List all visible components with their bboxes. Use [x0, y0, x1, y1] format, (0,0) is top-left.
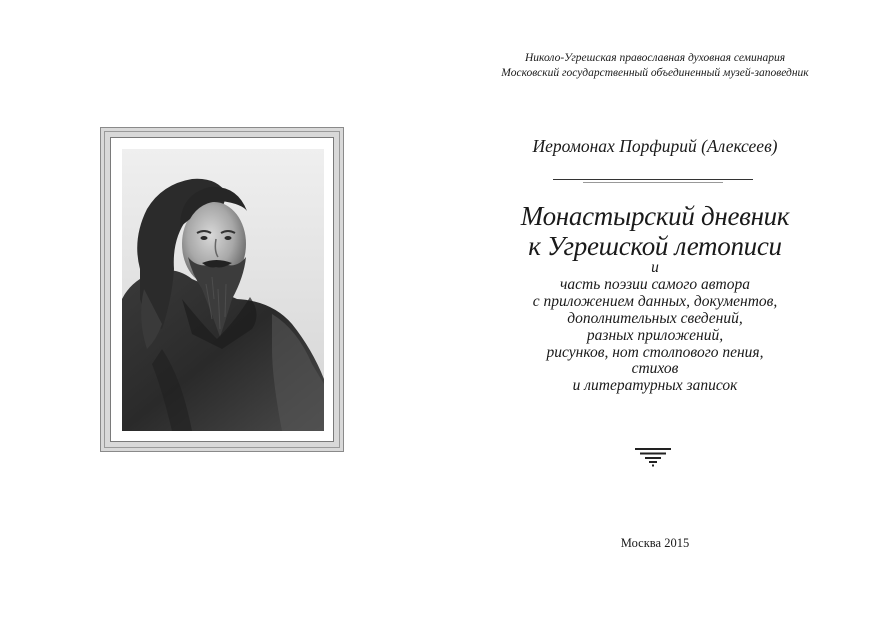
subtitle-line: рисунков, нот столпового пения,	[546, 343, 764, 361]
subtitle-line: разных приложений,	[586, 326, 724, 344]
institution-line: Николо-Угрешская православная духовная семинария	[524, 52, 786, 64]
triangle-ornament-icon	[633, 447, 673, 467]
subtitle-line: дополнительных сведений,	[567, 309, 743, 327]
subtitle-line: часть поэзии самого автора	[560, 275, 750, 293]
title-line: Монастырский дневник	[520, 201, 790, 231]
author-name: Иеромонах Порфирий (Алексеев)	[532, 136, 778, 156]
separator-rule-icon	[553, 177, 753, 185]
title-line: к Угрешской летописи	[528, 231, 782, 261]
book-title	[475, 201, 835, 261]
portrait-photo-icon	[122, 149, 324, 431]
portrait-frame	[100, 127, 344, 452]
subtitle-line: с приложением данных, документов,	[532, 292, 778, 310]
subtitle-line: и	[651, 259, 659, 276]
subtitle-line: стихов	[631, 360, 679, 378]
institution-line: Московский государственный объединенный музей-заповедник	[501, 67, 809, 79]
portrait-mat	[110, 137, 334, 442]
subtitle-line: и литературных записок	[572, 377, 738, 395]
institutions-block	[475, 51, 835, 81]
city-year: Москва 2015	[620, 536, 690, 550]
book-subtitle	[475, 260, 835, 395]
